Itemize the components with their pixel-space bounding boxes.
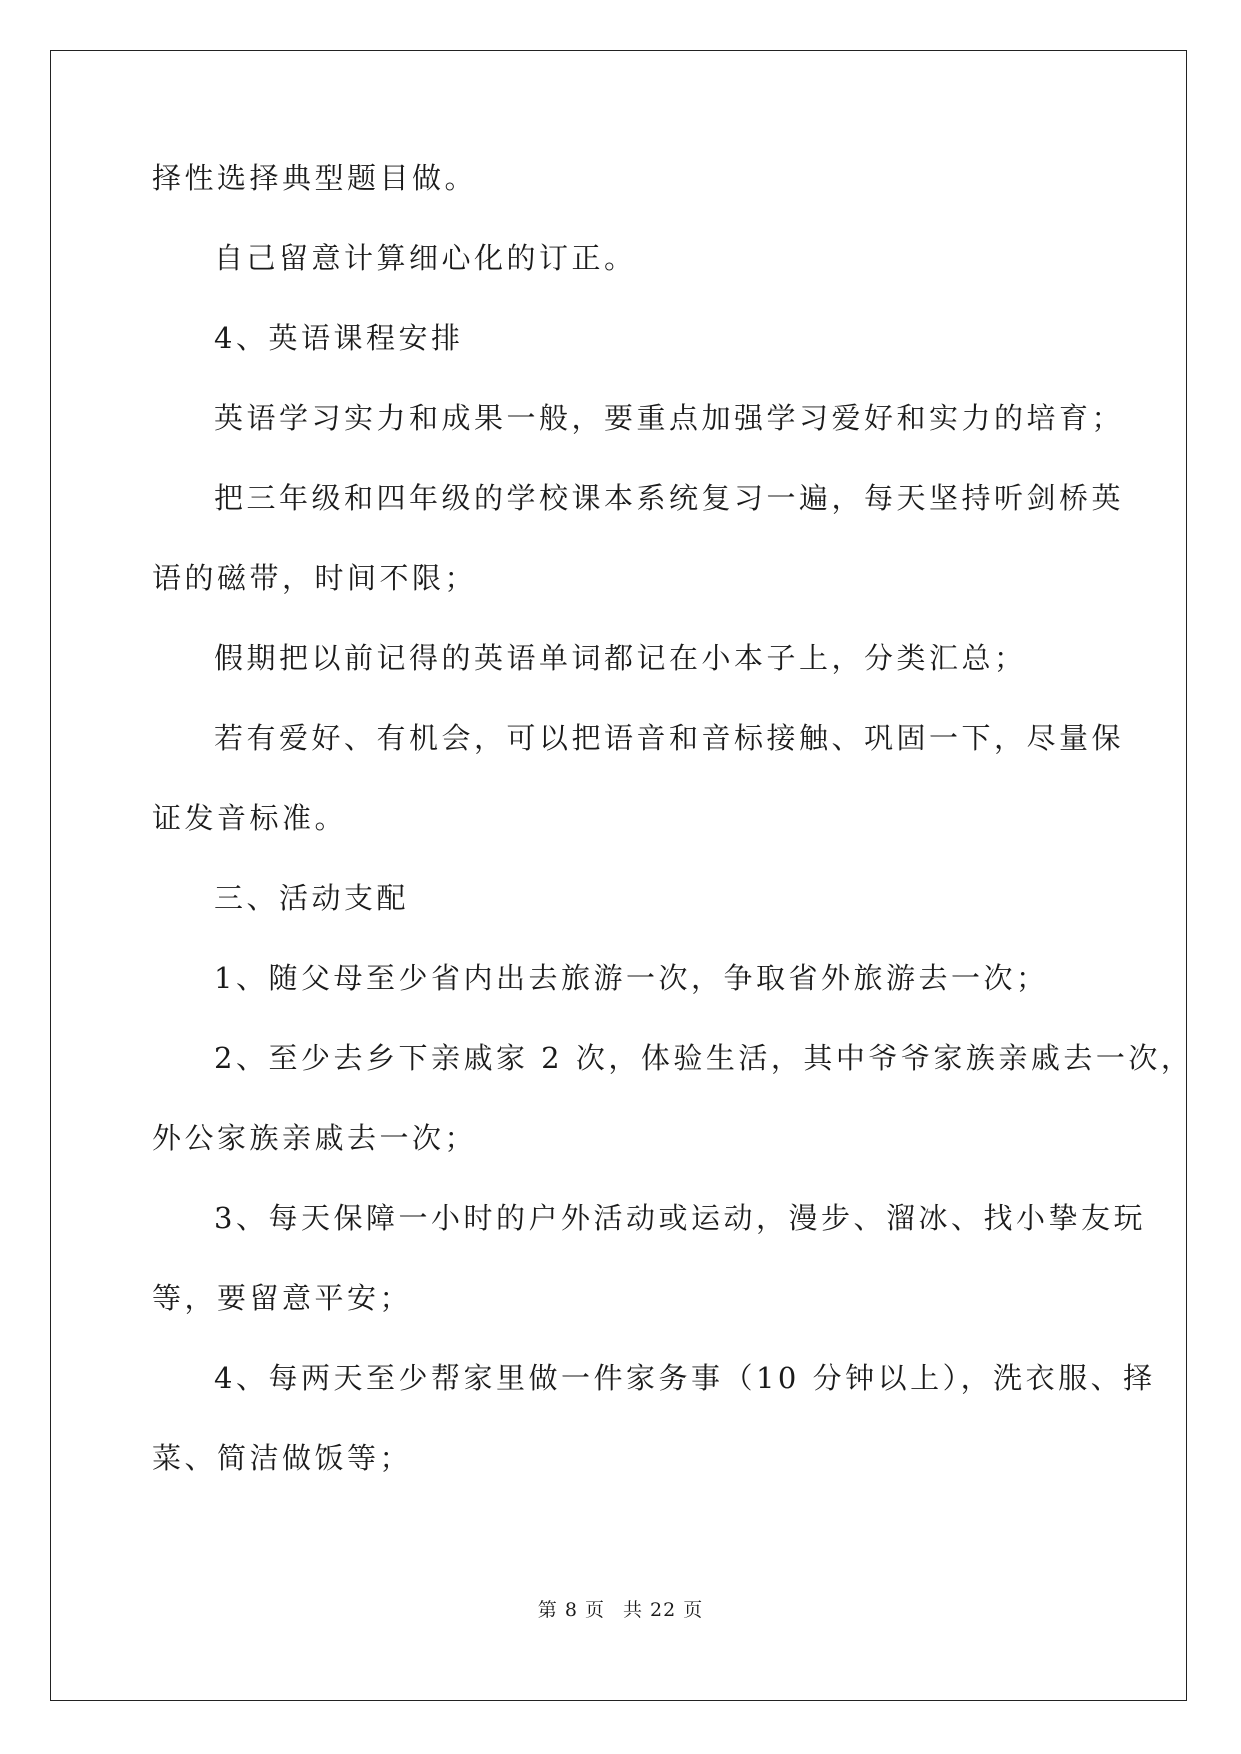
text-line: 4、每两天至少帮家里做一件家务事（10 分钟以上），洗衣服、择	[214, 1361, 1156, 1395]
text-line: 择性选择典型题目做。	[152, 161, 478, 195]
text-line: 菜、简洁做饭等；	[152, 1441, 413, 1475]
page-footer	[0, 1598, 1241, 1622]
text-line: 若有爱好、有机会，可以把语音和音标接触、巩固一下，尽量保	[214, 721, 1125, 755]
text-line: 3、每天保障一小时的户外活动或运动，漫步、溜冰、找小挚友玩	[214, 1201, 1146, 1235]
text-line: 证发音标准。	[152, 801, 348, 835]
text-line: 等，要留意平安；	[152, 1281, 413, 1315]
text-line: 英语学习实力和成果一般，要重点加强学习爱好和实力的培育；	[214, 401, 1125, 435]
current-page-number: 第 8 页	[537, 1599, 605, 1621]
text-line: 假期把以前记得的英语单词都记在小本子上，分类汇总；	[214, 641, 1027, 675]
section-heading: 4、英语课程安排	[214, 321, 464, 355]
section-heading: 三、活动支配	[214, 881, 410, 915]
text-line: 1、随父母至少省内出去旅游一次，争取省外旅游去一次；	[214, 961, 1049, 995]
text-line: 2、至少去乡下亲戚家 2 次，体验生活，其中爷爷家族亲戚去一次，	[214, 1041, 1194, 1075]
text-line: 语的磁带，时间不限；	[152, 561, 478, 595]
text-line: 自己留意计算细心化的订正。	[214, 241, 637, 275]
text-line: 把三年级和四年级的学校课本系统复习一遍，每天坚持听剑桥英	[214, 481, 1125, 515]
total-page-count: 共 22 页	[622, 1599, 704, 1621]
text-line: 外公家族亲戚去一次；	[152, 1121, 478, 1155]
